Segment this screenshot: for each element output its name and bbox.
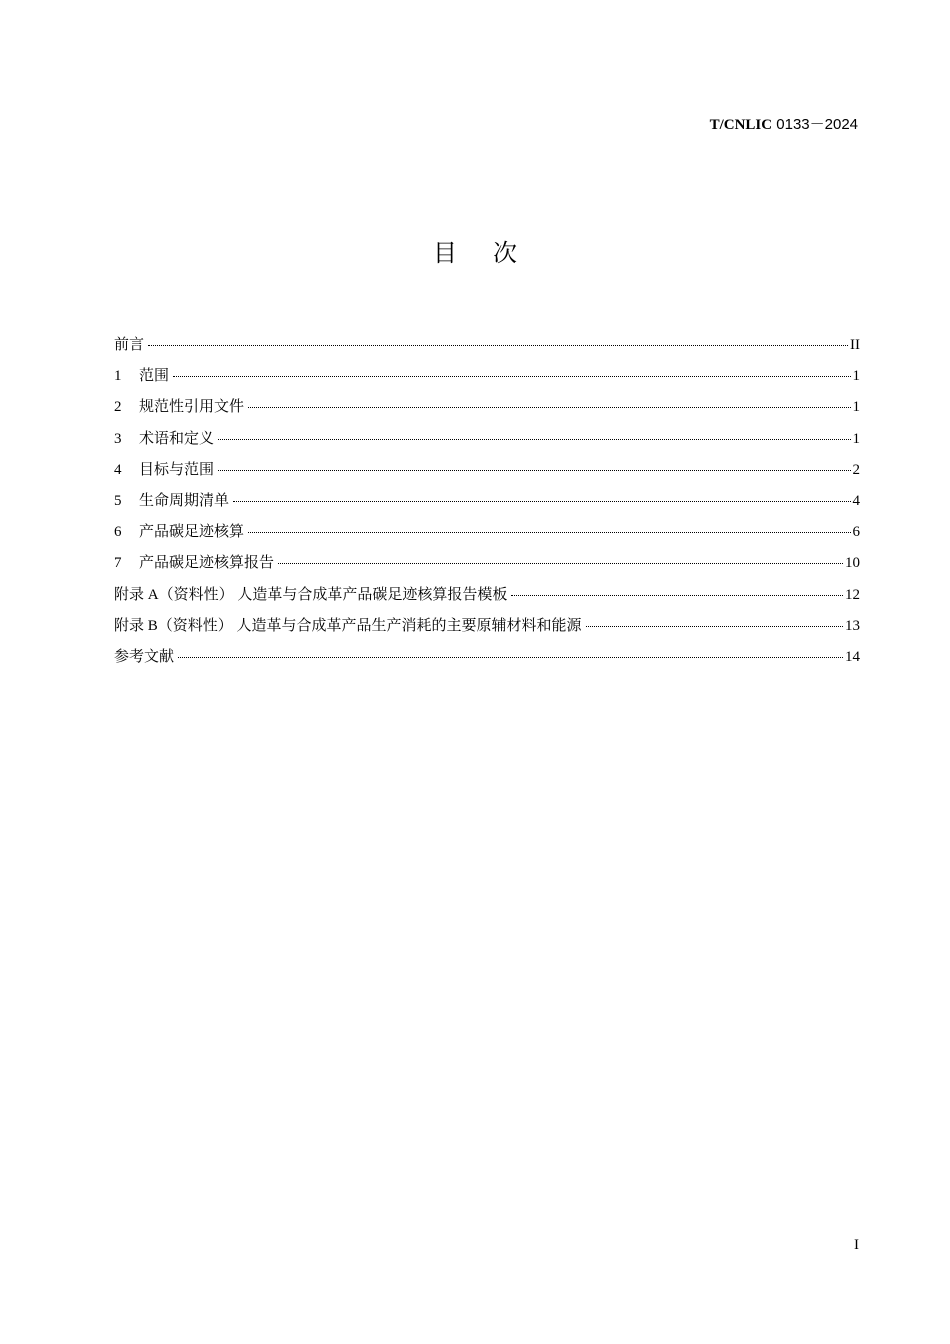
toc-entry-life-cycle-inventory[interactable]: [114, 489, 860, 520]
toc-leader-dots: [218, 456, 850, 471]
document-code-prefix: T/CNLIC: [709, 117, 773, 133]
toc-entry-page: 4: [852, 492, 860, 509]
toc-leader-dots: [233, 487, 850, 502]
toc-entry-number: 6: [114, 524, 122, 541]
toc-entry-number: 7: [114, 555, 122, 572]
toc-entry-normative-references[interactable]: [114, 395, 860, 426]
toc-entry-page: 10: [845, 555, 860, 572]
toc-entry-label: 6 产品碳足迹核算: [114, 520, 244, 544]
toc-entry-page: 6: [852, 524, 860, 541]
toc-entry-foreword[interactable]: [114, 333, 860, 364]
toc-leader-dots: [586, 612, 843, 627]
table-of-contents: [114, 333, 860, 676]
toc-entry-page: 1: [852, 430, 860, 447]
toc-leader-dots: [173, 362, 850, 377]
toc-leader-dots: [248, 393, 850, 408]
toc-entry-label: 1 范围: [114, 364, 169, 388]
toc-entry-label: 7 产品碳足迹核算报告: [114, 551, 274, 575]
toc-entry-page: 12: [845, 586, 860, 603]
toc-leader-dots: [248, 518, 850, 533]
document-code: [710, 116, 858, 134]
toc-entry-label: 3 术语和定义: [114, 427, 214, 451]
toc-entry-label: 附录 B（资料性） 人造革与合成革产品生产消耗的主要原辅材料和能源: [114, 617, 582, 634]
toc-entry-page: 1: [852, 368, 860, 385]
toc-leader-dots: [148, 331, 848, 346]
toc-leader-dots: [178, 643, 843, 658]
toc-entry-label: 参考文献: [114, 648, 175, 665]
toc-entry-number: 1: [114, 368, 122, 385]
toc-entry-page: 2: [852, 461, 860, 478]
toc-leader-dots: [511, 581, 843, 596]
toc-entry-scope[interactable]: [114, 364, 860, 395]
toc-entry-number: 4: [114, 461, 122, 478]
toc-entry-goal-scope[interactable]: [114, 458, 860, 489]
toc-entry-number: 5: [114, 492, 122, 509]
toc-entry-annex-b[interactable]: [114, 614, 860, 645]
toc-entry-label: 2 规范性引用文件: [114, 395, 244, 419]
document-code-number: 0133－2024: [772, 116, 858, 133]
toc-entry-label: 4 目标与范围: [114, 458, 214, 482]
toc-entry-bibliography[interactable]: [114, 645, 860, 676]
toc-entry-annex-a[interactable]: [114, 583, 860, 614]
toc-entry-number: 2: [114, 399, 122, 416]
toc-entry-label: 附录 A（资料性） 人造革与合成革产品碳足迹核算报告模板: [114, 586, 508, 603]
page-title: 目次: [433, 239, 553, 267]
toc-entry-number: 3: [114, 430, 122, 447]
toc-entry-label: 5 生命周期清单: [114, 489, 229, 513]
toc-entry-page: II: [850, 337, 860, 353]
toc-entry-page: 14: [845, 648, 860, 665]
toc-entry-carbon-footprint-accounting[interactable]: [114, 520, 860, 551]
toc-entry-accounting-report[interactable]: [114, 551, 860, 582]
toc-leader-dots: [218, 425, 850, 440]
toc-leader-dots: [278, 549, 843, 564]
toc-entry-page: 1: [852, 399, 860, 416]
toc-entry-terms-definitions[interactable]: [114, 427, 860, 458]
page-number: I: [854, 1237, 859, 1253]
toc-entry-page: 13: [845, 617, 860, 634]
toc-entry-label: 前言: [114, 337, 145, 353]
